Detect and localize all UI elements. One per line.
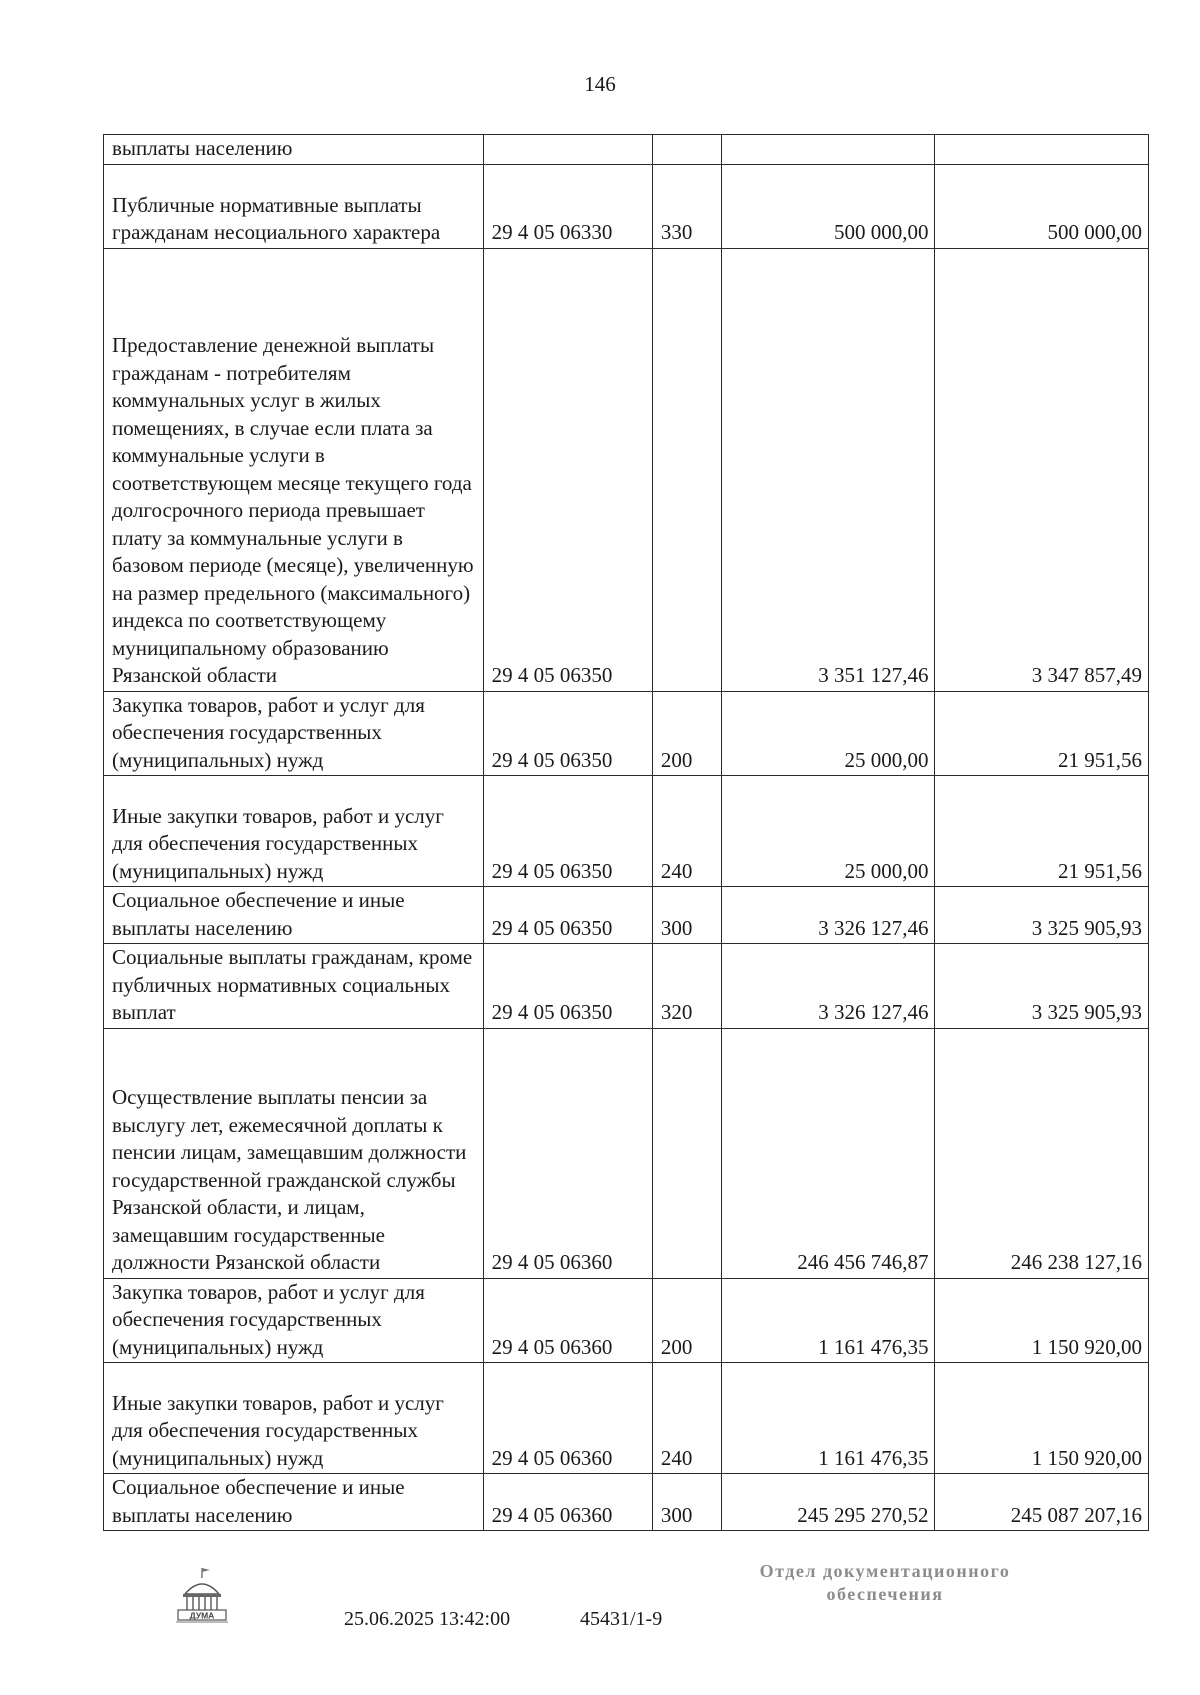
- row-code: 29 4 05 06360: [483, 1028, 652, 1278]
- table-row: [104, 691, 1149, 776]
- row-fact: [935, 135, 1149, 165]
- row-plan: [721, 135, 935, 165]
- document-footer: [0, 1556, 1200, 1656]
- row-fact: 1 150 920,00: [935, 1363, 1149, 1474]
- row-plan: 3 326 127,46: [721, 944, 935, 1029]
- row-fact: 245 087 207,16: [935, 1474, 1149, 1531]
- table-row: [104, 248, 1149, 691]
- row-kind: [652, 1028, 721, 1278]
- row-plan: 25 000,00: [721, 691, 935, 776]
- row-code: 29 4 05 06350: [483, 691, 652, 776]
- row-fact: 1 150 920,00: [935, 1278, 1149, 1363]
- row-fact: 500 000,00: [935, 164, 1149, 248]
- table-row: [104, 164, 1149, 248]
- row-fact: 246 238 127,16: [935, 1028, 1149, 1278]
- row-fact: 3 325 905,93: [935, 944, 1149, 1029]
- table-row: [104, 944, 1149, 1029]
- row-kind: 300: [652, 887, 721, 944]
- stamp-line-2: обеспечения: [826, 1584, 944, 1604]
- row-code: [483, 135, 652, 165]
- row-code: 29 4 05 06330: [483, 164, 652, 248]
- page-number: 146: [584, 72, 616, 96]
- logo-text: ДУМА: [189, 1610, 215, 1621]
- row-code: 29 4 05 06360: [483, 1278, 652, 1363]
- table-row: [104, 1278, 1149, 1363]
- row-plan: 25 000,00: [721, 776, 935, 887]
- row-plan: 3 326 127,46: [721, 887, 935, 944]
- registration-number: 45431/1-9: [580, 1608, 663, 1630]
- row-name: Предоставление денежной выплаты гражданам - потребителям коммунальных услуг в жилых помещениях, в случае если плата за коммунальные услуги в соответствующем месяце текущего года долгосрочного периода превышает плату за коммунальные услуги в базовом периоде (месяце), увеличенную на размер предельного (максимального) индекса по соответствующему муниципальному образованию Рязанской области: [104, 248, 484, 691]
- row-name: Социальное обеспечение и иные выплаты населению: [104, 887, 484, 944]
- table-row: [104, 1474, 1149, 1531]
- row-kind: 240: [652, 1363, 721, 1474]
- row-kind: 240: [652, 776, 721, 887]
- table-row: [104, 1028, 1149, 1278]
- row-plan: 246 456 746,87: [721, 1028, 935, 1278]
- row-name: Социальные выплаты гражданам, кроме публичных нормативных социальных выплат: [104, 944, 484, 1029]
- row-fact: 21 951,56: [935, 691, 1149, 776]
- table-row: [104, 1363, 1149, 1474]
- row-plan: 245 295 270,52: [721, 1474, 935, 1531]
- row-fact: 21 951,56: [935, 776, 1149, 887]
- row-name: Осуществление выплаты пенсии за выслугу лет, ежемесячной доплаты к пенсии лицам, замещавшим должности государственной гражданской службы Рязанской области, и лицам, замещавшим государственные должности Рязанской области: [104, 1028, 484, 1278]
- stamp-line-1: Отдел документационного: [759, 1561, 1011, 1581]
- row-name: выплаты населению: [104, 135, 484, 165]
- row-plan: 500 000,00: [721, 164, 935, 248]
- row-code: 29 4 05 06360: [483, 1474, 652, 1531]
- department-stamp: [740, 1560, 1030, 1606]
- table-row: [104, 135, 1149, 165]
- row-name: Публичные нормативные выплаты гражданам несоциального характера: [104, 164, 484, 248]
- row-plan: 3 351 127,46: [721, 248, 935, 691]
- row-kind: [652, 248, 721, 691]
- row-plan: 1 161 476,35: [721, 1278, 935, 1363]
- table-row: [104, 887, 1149, 944]
- row-kind: 320: [652, 944, 721, 1029]
- row-fact: 3 325 905,93: [935, 887, 1149, 944]
- row-code: 29 4 05 06360: [483, 1363, 652, 1474]
- row-code: 29 4 05 06350: [483, 887, 652, 944]
- row-code: 29 4 05 06350: [483, 248, 652, 691]
- row-plan: 1 161 476,35: [721, 1363, 935, 1474]
- registration-datetime: 25.06.2025 13:42:00: [344, 1608, 511, 1630]
- row-kind: 200: [652, 691, 721, 776]
- table-row: [104, 776, 1149, 887]
- row-kind: 330: [652, 164, 721, 248]
- row-kind: 300: [652, 1474, 721, 1531]
- row-name: Социальное обеспечение и иные выплаты населению: [104, 1474, 484, 1531]
- row-code: 29 4 05 06350: [483, 944, 652, 1029]
- duma-building-icon: [172, 1566, 234, 1624]
- row-name: Иные закупки товаров, работ и услуг для обеспечения государственных (муниципальных) нужд: [104, 1363, 484, 1474]
- row-kind: [652, 135, 721, 165]
- row-code: 29 4 05 06350: [483, 776, 652, 887]
- row-kind: 200: [652, 1278, 721, 1363]
- budget-table: [103, 134, 1149, 1531]
- row-fact: 3 347 857,49: [935, 248, 1149, 691]
- row-name: Иные закупки товаров, работ и услуг для обеспечения государственных (муниципальных) нужд: [104, 776, 484, 887]
- row-name: Закупка товаров, работ и услуг для обеспечения государственных (муниципальных) нужд: [104, 691, 484, 776]
- row-name: Закупка товаров, работ и услуг для обеспечения государственных (муниципальных) нужд: [104, 1278, 484, 1363]
